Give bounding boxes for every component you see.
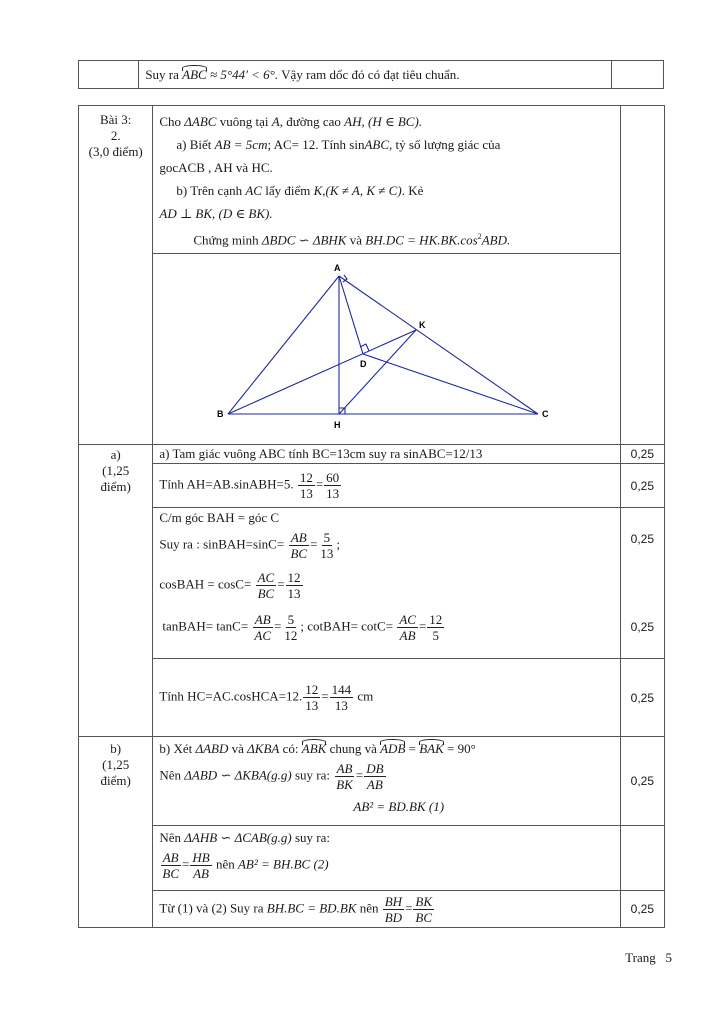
text: suy ra: [294, 830, 330, 845]
part-b-row1 [153, 737, 620, 826]
text: tanBAH= tanC= [162, 618, 249, 634]
text: cosBAH = cosC= [159, 576, 252, 592]
score: 0,25 [620, 464, 664, 508]
text: Tính HC=AC.cosHCA=12. [159, 688, 303, 704]
math: A [271, 114, 280, 129]
denominator: 13 [287, 586, 301, 601]
problem-number: 2. [110, 128, 121, 143]
problem-points: (3,0 điểm) [88, 144, 143, 159]
text: = [418, 618, 427, 634]
text: nên [359, 899, 379, 915]
fraction [427, 612, 444, 643]
denominator: AB [399, 628, 416, 643]
numerator: 12 [287, 570, 301, 585]
formula-line [159, 761, 613, 799]
fraction [413, 894, 434, 925]
math: BH.BC = BD.BK [266, 899, 357, 915]
formula-line [159, 470, 613, 501]
text: Từ (1) và (2) Suy ra [159, 899, 264, 915]
text: b) Trên cạnh [176, 183, 243, 198]
text: . Kẻ [401, 183, 424, 198]
text: ; AC= 12. Tính sin [267, 137, 365, 152]
fraction [330, 682, 354, 713]
fraction [383, 894, 404, 925]
page-number: 5 [665, 950, 672, 965]
text: = [310, 536, 318, 552]
text: , đường cao [279, 114, 341, 129]
denominator: BC [257, 586, 275, 601]
text: a) Biết [176, 137, 212, 152]
numerator: AB [290, 530, 307, 545]
text: và [231, 741, 244, 756]
label-d: D [360, 359, 367, 369]
math: AB = 5cm [214, 137, 268, 152]
text: Suy ra [145, 66, 179, 82]
math: ΔABC [184, 114, 217, 129]
problem-score-cell [620, 106, 664, 445]
score: 0,25 [630, 620, 655, 634]
text: lấy điểm [265, 183, 311, 198]
segment-kh [339, 330, 416, 414]
part-a-points: (1,25 [102, 463, 130, 478]
statement-line: gocACB , AH và HC. [159, 160, 273, 175]
text: ; cotBAH= cotC= [300, 618, 394, 634]
text: = [274, 618, 282, 634]
denominator: AB [193, 866, 209, 881]
formula-line: C/m góc BAH = góc C [159, 510, 280, 525]
text: nên [215, 856, 235, 872]
fraction [286, 570, 303, 601]
text: = [315, 476, 324, 492]
text: = [408, 741, 416, 756]
formula-line: AB² = BD.BK (1) [353, 799, 445, 814]
denominator: 13 [305, 698, 319, 713]
segment-ad [339, 276, 363, 354]
text: = [321, 688, 329, 704]
numerator: AB [162, 850, 179, 865]
math: ΔABD ∽ ΔKBA(g.g) [184, 767, 292, 783]
problem-statement [153, 106, 620, 254]
part-b-points: (1,25 [102, 757, 130, 772]
segment-ab [228, 276, 339, 414]
part-b-unit: điểm) [100, 773, 131, 788]
text: và [349, 232, 363, 248]
numerator: BK [415, 893, 433, 909]
statement-line [159, 110, 613, 133]
page-footer [625, 950, 672, 966]
text: , tỷ số lượng giác của [389, 137, 501, 152]
fraction [256, 570, 277, 601]
numerator: AC [399, 612, 416, 627]
score-cell [620, 826, 664, 891]
fraction [252, 612, 273, 643]
score: 0,25 [620, 891, 664, 928]
formula-line [159, 570, 613, 612]
numerator: 12 [429, 612, 443, 627]
fraction [318, 530, 335, 561]
math: AB² = BH.BC (2) [237, 856, 329, 872]
numerator: AC [257, 570, 275, 585]
fraction [298, 470, 315, 501]
text: Suy ra : sinBAH=sinC= [159, 536, 285, 552]
text: Tính AH=AB.sinABH=5. [159, 476, 294, 492]
numerator: AB [254, 612, 271, 627]
segment-dc [363, 354, 538, 414]
fraction [288, 530, 309, 561]
denominator: BC [290, 546, 308, 561]
score: 0,25 [620, 737, 664, 826]
score-cell [620, 508, 664, 659]
angle: BAK [419, 741, 444, 756]
fraction [324, 470, 341, 501]
text: = [355, 767, 364, 783]
numerator: AB [336, 761, 353, 776]
part-a-row1 [153, 445, 620, 464]
top-score-cell [611, 61, 663, 89]
text: = [182, 856, 190, 872]
numerator: 12 [299, 470, 313, 485]
denominator: BD [384, 909, 403, 925]
numerator: 144 [331, 682, 352, 697]
fraction [303, 682, 320, 713]
fraction [282, 612, 299, 643]
text: vuông tại [219, 114, 269, 129]
angle-abc: ABC [182, 66, 207, 82]
angle: ADB [380, 741, 406, 756]
statement-line [159, 179, 613, 202]
text: ; [336, 536, 341, 552]
statement-line [159, 225, 613, 251]
denominator: 5 [432, 628, 440, 643]
problem-label-cell [79, 106, 153, 445]
text: = [277, 576, 285, 592]
denominator: 13 [299, 486, 313, 501]
math: ABD. [481, 232, 511, 248]
text: Chứng minh [193, 232, 259, 248]
denominator: 12 [284, 628, 298, 643]
denominator: 13 [320, 546, 334, 561]
text: = [405, 899, 413, 915]
score: 0,25 [620, 445, 664, 464]
label-a: A [334, 263, 341, 273]
numerator: BH [384, 893, 403, 909]
part-b-label: b) [110, 741, 122, 756]
statement-line: AD ⊥ BK, (D ∈ BK). [159, 206, 273, 221]
denominator: 13 [334, 698, 348, 713]
part-a-unit: điểm) [100, 479, 131, 494]
numerator: HB [192, 850, 210, 865]
formula-line [159, 682, 613, 713]
math: AC [245, 183, 262, 198]
formula-line [159, 894, 613, 925]
part-a-row4 [153, 659, 620, 737]
math: , (H ∈ BC). [361, 114, 423, 129]
footer-label: Trang [625, 950, 656, 965]
math: ABC [364, 137, 390, 152]
part-a-row3 [153, 508, 620, 659]
denominator: 13 [326, 486, 340, 501]
math: BH.DC = HK.BK.cos [365, 232, 478, 248]
label-h: H [334, 420, 341, 430]
text: b) Xét [159, 741, 193, 756]
text: = 90° [447, 741, 476, 756]
math: AH [344, 114, 362, 129]
label-k: K [419, 320, 426, 330]
math: K,(K ≠ A, K ≠ C) [313, 183, 402, 198]
part-a-label: a) [110, 447, 121, 462]
math: ΔAHB ∽ ΔCAB(g.g) [184, 830, 292, 845]
angle: ABK [301, 741, 327, 756]
main-table [78, 105, 665, 928]
formula-line [159, 850, 613, 881]
math: 2 [477, 232, 482, 241]
part-b-label-cell [79, 737, 153, 928]
text: a) Tam giác vuông ABC tính BC=13cm suy ra sinABC=12/13 [159, 446, 483, 461]
text: Cho [159, 114, 182, 129]
part-b-row3 [153, 891, 620, 928]
text: chung và [329, 741, 377, 756]
formula-line [159, 830, 613, 850]
geometry-figure [153, 254, 616, 444]
formula-line [159, 612, 613, 652]
text: ≈ 5°44′ < 6°. [209, 66, 279, 82]
formula-line [159, 741, 613, 761]
statement-line [159, 133, 613, 156]
segment-bk [228, 330, 416, 414]
text: có: [282, 741, 299, 756]
segment-ac [339, 276, 538, 414]
numerator: DB [366, 761, 384, 776]
fraction [160, 850, 181, 881]
fraction [190, 850, 211, 881]
label-b: B [217, 409, 224, 419]
denominator: AC [254, 628, 272, 643]
label-c: C [542, 409, 549, 419]
math: ΔKBA [247, 741, 280, 756]
denominator: BK [336, 777, 353, 792]
formula-line [159, 530, 613, 570]
conclusion: Vậy ram dốc đó có đạt tiêu chuẩn. [281, 66, 460, 82]
text: Nên [159, 767, 182, 783]
math: ΔABD [195, 741, 229, 756]
top-label-cell [79, 61, 139, 89]
denominator: AB [366, 777, 383, 792]
fraction [364, 761, 385, 792]
top-content-cell [139, 61, 611, 89]
numerator: 5 [287, 612, 295, 627]
score: 0,25 [620, 659, 664, 737]
text: suy ra: [294, 767, 330, 783]
math: ΔBDC ∽ ΔBHK [261, 232, 347, 248]
fraction [397, 612, 418, 643]
text: cm [357, 688, 374, 704]
numerator: 5 [323, 530, 331, 545]
top-table [78, 60, 664, 89]
denominator: BC [162, 866, 179, 881]
numerator: 12 [305, 682, 319, 697]
part-b-row2 [153, 826, 620, 891]
figure-cell [153, 254, 620, 445]
denominator: BC [415, 909, 433, 925]
numerator: 60 [326, 470, 340, 485]
fraction [334, 761, 355, 792]
part-a-label-cell [79, 445, 153, 737]
score: 0,25 [630, 532, 655, 546]
part-a-row2 [153, 464, 620, 508]
text: Nên [159, 830, 182, 845]
problem-title: Bài 3: [99, 112, 132, 127]
